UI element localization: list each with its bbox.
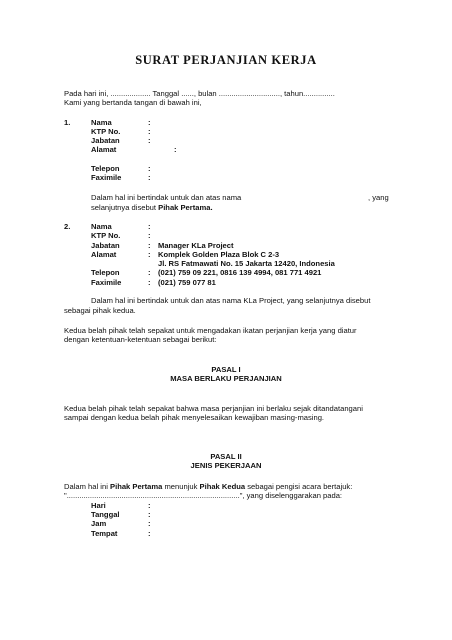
pasal-2-subheading: JENIS PEKERJAAN xyxy=(190,461,262,470)
field-label: Alamat xyxy=(91,250,117,259)
field-label: Jam xyxy=(91,519,107,528)
pasal-2-text: sebagai pengisi acara bertajuk: xyxy=(245,482,353,491)
field-value: Manager KLa Project xyxy=(158,241,234,250)
field-colon: : xyxy=(148,278,151,287)
pasal-2-text: menunjuk xyxy=(162,482,200,491)
field-label: Hari xyxy=(91,501,106,510)
field-colon: : xyxy=(148,222,151,231)
field-value: (021) 759 077 81 xyxy=(158,278,216,287)
field-value: (021) 759 09 221, 0816 139 4994, 081 771 4921 xyxy=(158,268,322,277)
party-1-statement-prefix: selanjutnya disebut xyxy=(91,203,159,212)
pihak-pertama-label: Pihak Pertama. xyxy=(158,203,213,212)
field-label: KTP No. xyxy=(91,231,121,240)
document-title: SURAT PERJANJIAN KERJA xyxy=(135,53,317,67)
party-2-field-alamat-line-2 xyxy=(91,259,391,268)
field-colon: : xyxy=(174,145,177,154)
agreement-line-2: dengan ketentuan-ketentuan sebagai berikut: xyxy=(64,335,217,344)
party-1-number: 1. xyxy=(64,118,71,127)
field-label: Nama xyxy=(91,118,112,127)
pasal-1-heading: PASAL I xyxy=(211,365,241,374)
field-label: Jabatan xyxy=(91,241,120,250)
field-colon: : xyxy=(148,127,151,136)
party-2-field-jabatan xyxy=(91,241,391,250)
pasal-1-subheading: MASA BERLAKU PERJANJIAN xyxy=(170,374,282,383)
field-label: Tempat xyxy=(91,529,118,538)
pasal-1-line-1: Kedua belah pihak telah sepakat bahwa masa perjanjian ini berlaku sejak ditandatangani xyxy=(64,404,363,413)
field-colon: : xyxy=(148,510,151,519)
party-1-statement-b: , yang xyxy=(368,193,389,202)
field-colon: : xyxy=(148,164,151,173)
party-2-field-alamat xyxy=(91,250,391,259)
field-colon: : xyxy=(148,529,151,538)
field-label: Nama xyxy=(91,222,112,231)
field-label: KTP No. xyxy=(91,127,121,136)
pasal-1-line-2: sampai dengan kedua belah pihak menyelesaikan kewajiban masing-masing. xyxy=(64,413,325,422)
field-value: Jl. RS Fatmawati No. 15 Jakarta 12420, Indonesia xyxy=(158,259,335,268)
intro-line-1: Pada hari ini, ................... Tanggal ......, bulan ............................., tahun............... xyxy=(64,89,335,98)
field-colon: : xyxy=(148,136,151,145)
field-colon: : xyxy=(148,241,151,250)
pasal-2-line-1 xyxy=(64,482,352,491)
field-colon: : xyxy=(148,231,151,240)
field-label: Tanggal xyxy=(91,510,120,519)
field-colon: : xyxy=(148,250,151,259)
field-colon: : xyxy=(148,268,151,277)
party-1-statement-a: Dalam hal ini bertindak untuk dan atas nama xyxy=(91,193,242,202)
field-label: Alamat xyxy=(91,145,117,154)
field-label: Faximile xyxy=(91,173,122,182)
intro-line-2: Kami yang bertanda tangan di bawah ini, xyxy=(64,98,202,107)
pasal-2-heading: PASAL II xyxy=(210,452,242,461)
field-label: Telepon xyxy=(91,164,120,173)
party-2-field-faximile xyxy=(91,278,391,287)
party-1-statement-line-2 xyxy=(91,203,213,212)
party-2-field-telepon xyxy=(91,268,391,277)
pihak-pertama-label: Pihak Pertama xyxy=(110,482,163,491)
pasal-2-line-2: "..................................................................................", yang diselenggarakan pada: xyxy=(64,491,343,500)
field-colon: : xyxy=(148,501,151,510)
field-colon: : xyxy=(148,118,151,127)
party-2-statement-line-1: Dalam hal ini bertindak untuk dan atas nama KLa Project, yang selanjutnya disebut xyxy=(91,296,371,305)
field-value: Komplek Golden Plaza Blok C 2-3 xyxy=(158,250,280,259)
field-label: Jabatan xyxy=(91,136,120,145)
pasal-2-text: Dalam hal ini xyxy=(64,482,111,491)
pihak-kedua-label: Pihak Kedua xyxy=(199,482,246,491)
party-2-statement-line-2: sebagai pihak kedua. xyxy=(64,306,136,315)
field-colon: : xyxy=(148,519,151,528)
party-2-number: 2. xyxy=(64,222,71,231)
agreement-line-1: Kedua belah pihak telah sepakat untuk mengadakan ikatan perjanjian kerja yang diatur xyxy=(64,326,357,335)
field-colon: : xyxy=(148,173,151,182)
field-label: Telepon xyxy=(91,268,120,277)
field-label: Faximile xyxy=(91,278,122,287)
